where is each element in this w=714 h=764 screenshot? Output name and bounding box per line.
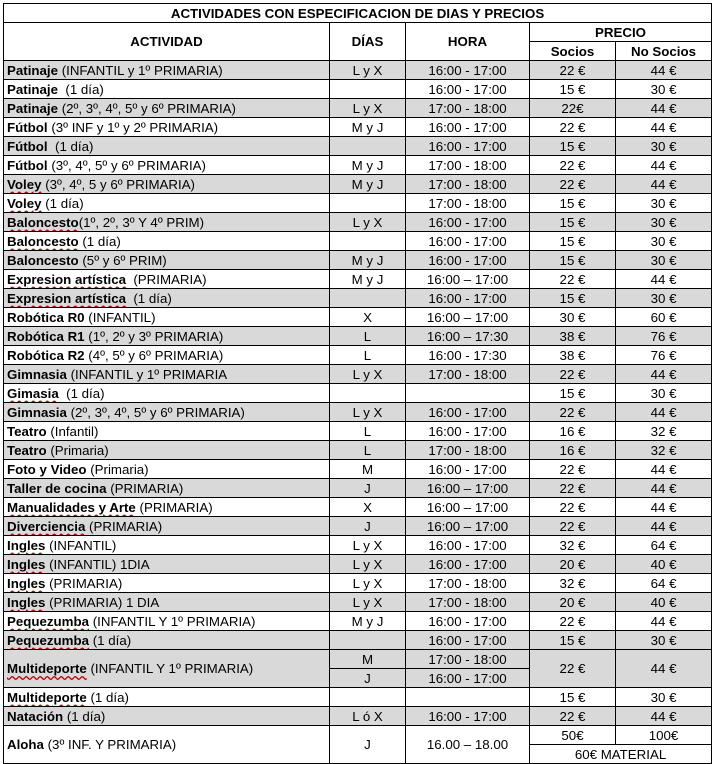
activity-name: Natación	[7, 708, 64, 724]
table-row	[4, 479, 712, 498]
activity-detail: (PRIMARIA) 1 DIA	[45, 594, 160, 610]
socios-price-cell: 22 €	[530, 707, 616, 726]
time-cell: 16:00 – 17:00	[406, 270, 530, 289]
activity-cell	[4, 213, 330, 232]
table-title: ACTIVIDADES CON ESPECIFICACION DE DIAS Y PRECIOS	[4, 4, 712, 23]
no-socios-price-cell: 30 €	[616, 384, 712, 403]
activity-name: Pequezumba	[7, 632, 90, 648]
days-cell: L y X	[330, 213, 406, 232]
activity-cell	[4, 631, 330, 650]
no-socios-price-cell: 44 €	[616, 517, 712, 536]
activity-detail: (1 día)	[47, 138, 94, 154]
activity-cell	[4, 441, 330, 460]
activity-cell	[4, 251, 330, 270]
table-row	[4, 726, 712, 745]
days-cell	[330, 289, 406, 308]
table-row	[4, 631, 712, 650]
activity-detail: (INFANTIL) 1DIA	[45, 556, 150, 572]
no-socios-price-cell: 44 €	[616, 479, 712, 498]
activity-detail: (2º, 3º, 4º, 5º y 6º PRIMARIA)	[66, 404, 245, 420]
socios-price-cell: 22 €	[530, 175, 616, 194]
table-row	[4, 270, 712, 289]
no-socios-price-cell: 44 €	[616, 61, 712, 80]
socios-price-cell: 22 €	[530, 479, 616, 498]
table-row	[4, 232, 712, 251]
header-precio: PRECIO	[530, 23, 712, 42]
no-socios-price-cell: 30 €	[616, 251, 712, 270]
time-cell: 16:00 - 17:00	[406, 137, 530, 156]
no-socios-price-cell: 30 €	[616, 232, 712, 251]
socios-price-cell: 15 €	[530, 232, 616, 251]
socios-price-cell: 22 €	[530, 460, 616, 479]
time-cell: 16:00 - 17:00	[406, 612, 530, 631]
table-row	[4, 593, 712, 612]
days-cell: J	[330, 669, 406, 688]
header-actividad: ACTIVIDAD	[4, 23, 330, 61]
days-cell	[330, 631, 406, 650]
activity-name: Voley	[7, 176, 42, 192]
activity-detail: (1 día)	[78, 233, 121, 249]
table-row	[4, 574, 712, 593]
socios-price-cell: 22 €	[530, 517, 616, 536]
no-socios-price-cell: 40 €	[616, 593, 712, 612]
no-socios-price-cell: 100€	[616, 726, 712, 745]
no-socios-price-cell: 44 €	[616, 403, 712, 422]
activities-price-table	[3, 3, 712, 764]
header-socios: Socios	[530, 42, 616, 61]
time-cell: 16:00 - 17:00	[406, 403, 530, 422]
time-cell: 16:00 - 17:30	[406, 346, 530, 365]
time-cell: 17:00 - 18:00	[406, 194, 530, 213]
table-row	[4, 422, 712, 441]
no-socios-price-cell: 44 €	[616, 175, 712, 194]
socios-price-cell: 38 €	[530, 327, 616, 346]
activity-name: Baloncesto	[7, 252, 79, 268]
activity-cell	[4, 308, 330, 327]
activity-name: Patinaje	[7, 81, 58, 97]
material-price-cell: 60€ MATERIAL	[530, 745, 712, 764]
socios-price-cell: 15 €	[530, 80, 616, 99]
no-socios-price-cell: 30 €	[616, 213, 712, 232]
table-row	[4, 517, 712, 536]
no-socios-price-cell: 44 €	[616, 365, 712, 384]
socios-price-cell: 22 €	[530, 403, 616, 422]
activity-cell	[4, 517, 330, 536]
time-cell: 16:00 - 17:00	[406, 61, 530, 80]
activity-cell	[4, 593, 330, 612]
activity-detail: (3º INF. Y PRIMARIA)	[43, 737, 177, 752]
header-no-socios: No Socios	[616, 42, 712, 61]
socios-price-cell: 22 €	[530, 270, 616, 289]
no-socios-price-cell: 30 €	[616, 631, 712, 650]
days-cell: M y J	[330, 118, 406, 137]
no-socios-price-cell: 44 €	[616, 707, 712, 726]
no-socios-price-cell: 30 €	[616, 289, 712, 308]
no-socios-price-cell: 44 €	[616, 460, 712, 479]
socios-price-cell: 22 €	[530, 365, 616, 384]
table-row	[4, 384, 712, 403]
no-socios-price-cell: 30 €	[616, 688, 712, 707]
days-cell	[330, 194, 406, 213]
time-cell: 17:00 - 18:00	[406, 365, 530, 384]
activity-cell	[4, 118, 330, 137]
time-cell: 16:00 - 17:00	[406, 631, 530, 650]
days-cell: L y X	[330, 403, 406, 422]
activity-name: Multideporte	[7, 661, 87, 676]
activity-detail: (PRIMARIA)	[125, 271, 207, 287]
activity-name: Ingles	[7, 556, 46, 572]
activity-cell	[4, 650, 330, 688]
days-cell: L y X	[330, 99, 406, 118]
activity-name: Expresion artística	[7, 290, 126, 306]
activity-cell	[4, 612, 330, 631]
socios-price-cell: 15 €	[530, 289, 616, 308]
time-cell: 17:00 - 18:00	[406, 593, 530, 612]
activity-detail: (1 día)	[86, 689, 129, 705]
table-row	[4, 118, 712, 137]
table-row	[4, 251, 712, 270]
table-row	[4, 175, 712, 194]
socios-price-cell: 15 €	[530, 194, 616, 213]
socios-price-cell: 32 €	[530, 574, 616, 593]
activity-cell	[4, 498, 330, 517]
days-cell	[330, 688, 406, 707]
activity-cell	[4, 327, 330, 346]
activity-detail: (1 día)	[58, 81, 104, 97]
activity-cell	[4, 346, 330, 365]
no-socios-price-cell: 32 €	[616, 422, 712, 441]
time-cell: 17:00 - 18:00	[406, 574, 530, 593]
socios-price-cell: 38 €	[530, 346, 616, 365]
activity-cell	[4, 707, 330, 726]
table-row	[4, 308, 712, 327]
days-cell: L	[330, 327, 406, 346]
time-cell: 16.00 – 18.00	[406, 726, 530, 764]
activity-cell	[4, 137, 330, 156]
activity-cell	[4, 99, 330, 118]
time-cell: 17:00 - 18:00	[406, 650, 530, 669]
activity-cell	[4, 365, 330, 384]
socios-price-cell: 50€	[530, 726, 616, 745]
activity-name: Manualidades y Arte	[7, 499, 136, 515]
no-socios-price-cell: 32 €	[616, 441, 712, 460]
activity-detail: (INFANTIL)	[84, 309, 156, 325]
table-row	[4, 612, 712, 631]
activity-detail: (5º y 6º PRIM)	[78, 252, 167, 268]
activity-name: Patinaje	[7, 100, 58, 116]
activity-cell	[4, 726, 330, 764]
time-cell: 16:00 - 17:00	[406, 251, 530, 270]
activity-name: Patinaje	[7, 62, 58, 78]
socios-price-cell: 20 €	[530, 555, 616, 574]
activity-detail: (1 día)	[63, 708, 106, 724]
socios-price-cell: 22 €	[530, 156, 616, 175]
activity-name: Robótica R1	[7, 328, 85, 344]
activity-cell	[4, 688, 330, 707]
table-row	[4, 137, 712, 156]
time-cell: 16:00 - 17:00	[406, 669, 530, 688]
days-cell: L	[330, 422, 406, 441]
days-cell: M y J	[330, 612, 406, 631]
socios-price-cell: 32 €	[530, 536, 616, 555]
activity-cell	[4, 80, 330, 99]
activity-cell	[4, 232, 330, 251]
table-row	[4, 441, 712, 460]
activity-name: Teatro	[7, 423, 47, 439]
activity-cell	[4, 61, 330, 80]
socios-price-cell: 30 €	[530, 308, 616, 327]
activity-name: Ingles	[7, 594, 46, 610]
time-cell: 16:00 – 17:00	[406, 479, 530, 498]
time-cell: 16:00 - 17:00	[406, 232, 530, 251]
activity-detail: (INFANTIL)	[45, 537, 117, 553]
time-cell: 16:00 - 17:00	[406, 289, 530, 308]
table-row	[4, 213, 712, 232]
days-cell: L	[330, 346, 406, 365]
activity-name: Ingles	[7, 575, 46, 591]
days-cell: X	[330, 308, 406, 327]
activity-detail: (1 día)	[125, 290, 172, 306]
activity-cell	[4, 422, 330, 441]
time-cell: 17:00 - 18:00	[406, 99, 530, 118]
activity-name: Fútbol	[7, 138, 48, 154]
activity-detail: (2º, 3º, 4º, 5º y 6º PRIMARIA)	[58, 100, 236, 116]
activity-detail: (1º, 2º, 3º Y 4º PRIM)	[78, 214, 205, 230]
days-cell: L y X	[330, 61, 406, 80]
activity-cell	[4, 479, 330, 498]
table-row	[4, 707, 712, 726]
table-row	[4, 346, 712, 365]
days-cell: L y X	[330, 555, 406, 574]
table-row	[4, 194, 712, 213]
days-cell: J	[330, 479, 406, 498]
activity-name: Expresion artística	[7, 271, 126, 287]
activity-detail: (Primaria)	[46, 442, 109, 458]
table-row	[4, 403, 712, 422]
no-socios-price-cell: 44 €	[616, 612, 712, 631]
activity-cell	[4, 460, 330, 479]
activity-detail: (1 día)	[58, 385, 105, 401]
days-cell	[330, 137, 406, 156]
no-socios-price-cell: 44 €	[616, 498, 712, 517]
table-row	[4, 61, 712, 80]
days-cell: L y X	[330, 574, 406, 593]
socios-price-cell: 15 €	[530, 213, 616, 232]
activity-detail: (1 día)	[41, 195, 84, 211]
table-row	[4, 80, 712, 99]
no-socios-price-cell: 40 €	[616, 555, 712, 574]
no-socios-price-cell: 44 €	[616, 99, 712, 118]
days-cell: L y X	[330, 536, 406, 555]
socios-price-cell: 22 €	[530, 650, 616, 688]
socios-price-cell: 15 €	[530, 384, 616, 403]
activity-cell	[4, 270, 330, 289]
days-cell: M	[330, 460, 406, 479]
table-row	[4, 99, 712, 118]
activity-name: Baloncesto	[7, 233, 79, 249]
activity-cell	[4, 384, 330, 403]
socios-price-cell: 15 €	[530, 631, 616, 650]
activity-cell	[4, 175, 330, 194]
table-row	[4, 327, 712, 346]
no-socios-price-cell: 76 €	[616, 346, 712, 365]
activity-cell	[4, 156, 330, 175]
activity-detail: (INFANTIL Y 1º PRIMARIA)	[89, 613, 256, 629]
activity-name: Foto y Video	[7, 461, 87, 477]
table-row	[4, 650, 712, 669]
socios-price-cell: 22 €	[530, 498, 616, 517]
days-cell: X	[330, 498, 406, 517]
time-cell: 16:00 - 17:00	[406, 80, 530, 99]
title-row	[4, 4, 712, 23]
time-cell: 17:00 - 18:00	[406, 156, 530, 175]
activity-detail: (1 día)	[89, 632, 132, 648]
time-cell: 16:00 – 17:00	[406, 498, 530, 517]
activity-detail: (PRIMARIA)	[85, 518, 163, 534]
activity-name: Gimnasia	[7, 404, 67, 420]
socios-price-cell: 16 €	[530, 441, 616, 460]
activity-detail: (3º INF y 1º y 2º PRIMARIA)	[47, 119, 219, 135]
no-socios-price-cell: 60 €	[616, 308, 712, 327]
activity-detail: (Infantil)	[46, 423, 99, 439]
no-socios-price-cell: 76 €	[616, 327, 712, 346]
activity-detail: (INFANTIL y 1º PRIMARIA	[66, 366, 228, 382]
activity-detail: (Primaria)	[86, 461, 149, 477]
time-cell: 16:00 - 17:00	[406, 536, 530, 555]
activity-detail: (1º, 2º y 3º PRIMARIA)	[84, 328, 224, 344]
time-cell: 16:00 – 17:30	[406, 327, 530, 346]
table-row	[4, 289, 712, 308]
no-socios-price-cell: 64 €	[616, 574, 712, 593]
time-cell: 16:00 - 17:00	[406, 118, 530, 137]
activity-name: Fútbol	[7, 119, 48, 135]
header-dias: DÍAS	[330, 23, 406, 61]
time-cell: 16:00 - 17:00	[406, 422, 530, 441]
days-cell: L y X	[330, 365, 406, 384]
days-cell	[330, 232, 406, 251]
activity-cell	[4, 555, 330, 574]
time-cell: 16:00 - 17:00	[406, 460, 530, 479]
activity-cell	[4, 536, 330, 555]
activity-name: Baloncesto	[7, 214, 79, 230]
activity-cell	[4, 194, 330, 213]
time-cell: 16:00 - 17:00	[406, 555, 530, 574]
days-cell: M y J	[330, 251, 406, 270]
activity-name: Aloha	[7, 737, 44, 752]
socios-price-cell: 16 €	[530, 422, 616, 441]
activity-name: Pequezumba	[7, 613, 90, 629]
table-row	[4, 555, 712, 574]
time-cell	[406, 688, 530, 707]
no-socios-price-cell: 30 €	[616, 137, 712, 156]
days-cell: L	[330, 441, 406, 460]
socios-price-cell: 15 €	[530, 688, 616, 707]
no-socios-price-cell: 44 €	[616, 156, 712, 175]
time-cell: 16:00 - 17:00	[406, 707, 530, 726]
table-row	[4, 536, 712, 555]
socios-price-cell: 22 €	[530, 118, 616, 137]
days-cell: M	[330, 650, 406, 669]
activity-name: Gimnasia	[7, 366, 67, 382]
days-cell	[330, 384, 406, 403]
socios-price-cell: 20 €	[530, 593, 616, 612]
no-socios-price-cell: 30 €	[616, 194, 712, 213]
days-cell: J	[330, 726, 406, 764]
table-row	[4, 156, 712, 175]
time-cell: 16:00 – 17:00	[406, 517, 530, 536]
socios-price-cell: 22€	[530, 99, 616, 118]
days-cell	[330, 80, 406, 99]
socios-price-cell: 15 €	[530, 137, 616, 156]
table-row	[4, 688, 712, 707]
table-row	[4, 498, 712, 517]
activity-name: Gimasia	[7, 385, 59, 401]
activity-detail: (3º, 4º, 5º y 6º PRIMARIA)	[47, 157, 206, 173]
no-socios-price-cell: 44 €	[616, 650, 712, 688]
days-cell: L y X	[330, 593, 406, 612]
socios-price-cell: 15 €	[530, 251, 616, 270]
time-cell: 17:00 - 18:00	[406, 441, 530, 460]
activity-detail: (4º, 5º y 6º PRIMARIA)	[84, 347, 224, 363]
socios-price-cell: 22 €	[530, 612, 616, 631]
activity-name: Ingles	[7, 537, 46, 553]
activity-name: Voley	[7, 195, 42, 211]
activity-detail: (PRIMARIA)	[106, 480, 184, 496]
activity-detail: (INFANTIL y 1º PRIMARIA)	[58, 62, 223, 78]
time-cell	[406, 384, 530, 403]
activity-detail: (PRIMARIA)	[45, 575, 123, 591]
activity-name: Robótica R2	[7, 347, 85, 363]
no-socios-price-cell: 30 €	[616, 80, 712, 99]
header-hora: HORA	[406, 23, 530, 61]
days-cell: M y J	[330, 270, 406, 289]
table-row	[4, 365, 712, 384]
days-cell: L ó X	[330, 707, 406, 726]
activity-name: Robótica R0	[7, 309, 85, 325]
activity-cell	[4, 403, 330, 422]
no-socios-price-cell: 64 €	[616, 536, 712, 555]
no-socios-price-cell: 44 €	[616, 118, 712, 137]
activity-name: Diverciencia	[7, 518, 86, 534]
activity-cell	[4, 574, 330, 593]
days-cell: M y J	[330, 175, 406, 194]
activity-cell	[4, 289, 330, 308]
activity-detail: (3º, 4º, 5 y 6º PRIMARIA)	[41, 176, 195, 192]
table-row	[4, 460, 712, 479]
no-socios-price-cell: 44 €	[616, 270, 712, 289]
time-cell: 16:00 – 17:00	[406, 308, 530, 327]
activity-detail: (PRIMARIA)	[135, 499, 213, 515]
time-cell: 17:00 - 18:00	[406, 175, 530, 194]
days-cell: M y J	[330, 156, 406, 175]
days-cell: J	[330, 517, 406, 536]
socios-price-cell: 22 €	[530, 61, 616, 80]
time-cell: 16:00 - 17:00	[406, 213, 530, 232]
activity-name: Fútbol	[7, 157, 48, 173]
header-row	[4, 23, 712, 42]
activity-name: Teatro	[7, 442, 47, 458]
activity-name: Taller de cocina	[7, 480, 107, 496]
activity-name: Multideporte	[7, 689, 87, 705]
activity-detail: (INFANTIL Y 1º PRIMARIA)	[86, 661, 254, 676]
